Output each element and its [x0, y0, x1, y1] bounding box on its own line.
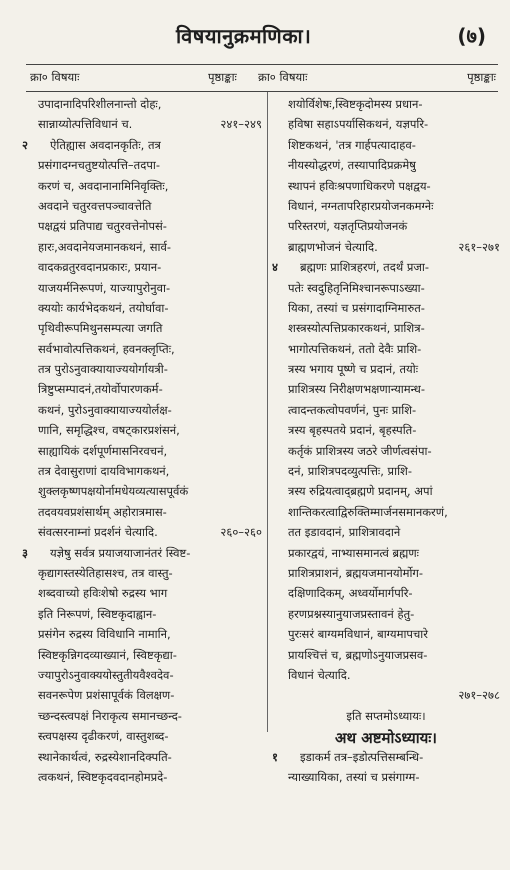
- entry-text: ब्रह्मणः प्राशित्रहरणं, तदर्थं प्रजा-: [300, 260, 430, 275]
- entry-line: [272, 645, 500, 665]
- entry-line: [22, 665, 262, 685]
- entry-number: १: [272, 749, 278, 764]
- entry-text: क्ययोः कार्यभेदकथनं, तयोर्घावा-: [38, 300, 169, 315]
- entry-line: [272, 502, 500, 522]
- entry-text: त्वादन्तकत्वोपवर्णनं, पुनः प्राशि-: [288, 402, 417, 417]
- entry-text: तदवयवप्रशंसार्थम् अहोरात्रमास-: [38, 504, 167, 519]
- entry-line: [22, 400, 262, 420]
- entry-text: याजयर्मनिरूपणं, याज्यापुरोनुवा-: [38, 280, 171, 295]
- entry-text: कृद्यागस्तस्येतिहासश्च, तत्र वास्तु-: [38, 565, 173, 580]
- entry-text: सर्वभावोत्पत्तिकथनं, हवनक्लृप्तिः,: [38, 341, 175, 356]
- entry-line: [22, 441, 262, 461]
- entry-line: [272, 318, 500, 338]
- entry-line: [22, 237, 262, 257]
- entry-line: [272, 624, 500, 644]
- entry-line: [22, 461, 262, 481]
- entry-line: [22, 706, 262, 726]
- right-page-heading: पृष्ठाङ्काः: [467, 70, 496, 84]
- entry-line: [22, 176, 262, 196]
- entry-line: [272, 176, 500, 196]
- page-range: २६१–२७१: [458, 239, 500, 254]
- entry-line: [22, 257, 262, 277]
- entry-text: शान्तिकरत्वाद्विरुक्तिम्मार्जनसमानकरणं,: [288, 504, 448, 519]
- entry-line: [272, 339, 500, 359]
- entry-text: ऐतिह्यास अवदानकृतिः, तत्र: [50, 137, 161, 152]
- page-range: २४१–२४९: [220, 117, 262, 132]
- entry-text: त्रस्य बृहस्पतये प्रदानं, बृहस्पति-: [288, 423, 417, 438]
- header-rule-bottom: [26, 91, 498, 92]
- entry-text: पतेः स्वदुहितृनिमिश्चानरूपाऽख्या-: [288, 280, 425, 295]
- entry-line: [272, 298, 500, 318]
- entry-line: [22, 379, 262, 399]
- entry-text: तत्र देवासुराणां दायविभागकथनं,: [38, 464, 170, 479]
- entry-text: ज्यापुरोऽनुवाक्ययोस्तुतीयवैश्वदेव-: [38, 667, 174, 682]
- right-column: [272, 94, 500, 787]
- entry-text: इडाकर्म तत्र–इडोत्पत्तिसम्बन्धि-: [300, 749, 424, 764]
- entry-line: [22, 135, 262, 155]
- entry-text: शयोर्विशेषः,स्विष्टकृदोमस्य प्रधान-: [288, 97, 423, 111]
- entry-line: [272, 583, 500, 603]
- entry-line: [22, 645, 262, 665]
- entry-text: तत इडावदानं, प्राशित्रावदाने: [288, 525, 401, 540]
- entry-text: प्रसंगेन रुद्रस्य विविधानि नामानि,: [38, 627, 171, 642]
- entry-text: स्त्वपक्षस्य दृढीकरणं, वास्तुशब्द-: [38, 729, 169, 744]
- entry-number: ३: [22, 545, 28, 560]
- entry-line: [22, 216, 262, 236]
- entry-line: [272, 135, 500, 155]
- entry-text: च्छन्दस्त्वपक्षं निराकृत्य समानच्छन्द-: [38, 708, 182, 723]
- entry-text: त्वकथनं, स्विष्टकृदवदानहोमप्रदे-: [38, 769, 168, 784]
- chapter-end-note: इति सप्तमोऽध्यायः।: [346, 708, 426, 723]
- entry-text: [272, 688, 288, 702]
- entry-text: णानि, समृद्धिश्च, वषट्कारप्रशंसनं,: [38, 423, 180, 438]
- entry-line: [272, 278, 500, 298]
- entry-line: [272, 563, 500, 583]
- entry-line: [272, 257, 500, 277]
- page-header: [0, 22, 510, 58]
- page-number: (७): [457, 24, 486, 48]
- entry-text: ब्राह्मणभोजनं चेत्यादि.: [288, 239, 378, 254]
- entry-text: प्रायश्चित्तं च, ब्रह्मणोऽनुयाजप्रसव-: [288, 647, 428, 662]
- entry-text: पुरःसरं बाग्यमविधानं, बाग्यमापचारे: [288, 627, 428, 642]
- entry-line: [272, 665, 500, 685]
- entry-line: [272, 379, 500, 399]
- entry-line: [22, 278, 262, 298]
- chapter-heading: अथ अष्टमोऽध्यायः।: [335, 729, 437, 748]
- entry-text: संवत्सरनाम्नां प्रदर्शनं चेत्यादि.: [38, 525, 158, 540]
- page-title: विषयानुक्रमणिका।: [176, 24, 312, 48]
- entry-text: तत्र पुरोऽनुवाक्यायाज्ययोर्गायत्री-: [38, 362, 168, 377]
- entry-number: २: [22, 137, 28, 152]
- entry-line: [272, 94, 500, 114]
- entry-text: स्विष्टकृन्निगदव्याख्यानं, स्विष्टकृद्या-: [38, 647, 177, 662]
- entry-text: उपादानादिपरिशीलनान्तो दोहः,: [38, 97, 162, 111]
- entry-text: पक्षद्वयं प्रतिपाद्य चतुरवत्तेनोपसं-: [38, 219, 167, 234]
- entry-line: [272, 747, 500, 767]
- entry-line: [22, 604, 262, 624]
- entry-line: [272, 216, 500, 236]
- entry-text: विधानं चेत्यादि.: [288, 667, 351, 682]
- entry-text: प्राशित्रप्राशनं, ब्रह्मयजमानयोर्मोग-: [288, 565, 424, 580]
- entry-text: पृथिवीरूपमिथुनसम्पत्या जगति: [38, 321, 163, 336]
- entry-text: करणं च, अवदानानामिनिवृक्तिः,: [38, 178, 169, 193]
- entry-line: [22, 420, 262, 440]
- entry-line: [272, 767, 500, 787]
- entry-line: [22, 481, 262, 501]
- left-number-subject-heading: क्रा० विषयाः: [30, 70, 80, 84]
- entry-text: त्रस्य भगाय पूष्णे च प्रदानं, तयोः: [288, 362, 419, 377]
- entry-line: [272, 604, 500, 624]
- entry-text: दक्षिणादिकम्, अध्वर्योमार्गपरि-: [288, 586, 413, 601]
- right-number-subject-heading: क्रा० विषयाः: [258, 70, 308, 84]
- entry-text: भागोत्पत्तिकथनं, ततो देवैः प्राशि-: [288, 341, 422, 356]
- entry-line: [272, 441, 500, 461]
- entry-line: [272, 420, 500, 440]
- left-column: [22, 94, 262, 787]
- entry-line: [22, 747, 262, 767]
- entry-text: स्थानेकार्थत्वं, रुद्रस्येशानदिक्पति-: [38, 749, 172, 764]
- entry-text: शब्दवाच्यो हविःशेषो रुद्रस्य भाग: [38, 586, 168, 601]
- entry-line: [22, 359, 262, 379]
- column-divider: [267, 92, 268, 732]
- page-range: २६०–२६०: [220, 525, 262, 540]
- entry-text: यज्ञेषु सर्वत्र प्रयाजयाजानंतरं स्विष्ट-: [50, 545, 191, 560]
- entry-line: [22, 298, 262, 318]
- page-range: २७१–२७८: [458, 688, 500, 703]
- entry-line: [272, 114, 500, 134]
- entry-text: स्थापनं हविःश्रपणाधिकरणे पक्षद्वय-: [288, 178, 431, 193]
- left-page-heading: पृष्ठाङ्काः: [208, 70, 237, 84]
- entry-line: [22, 155, 262, 175]
- entry-text: कर्तृकं प्राशित्रस्य जठरे जीर्णत्वसंपा-: [288, 443, 432, 458]
- entry-line: [272, 400, 500, 420]
- entry-line: [22, 114, 262, 134]
- entry-text: परिस्तरणं, यज्ञतृप्तिप्रयोजनकं: [288, 219, 408, 234]
- entry-line: [22, 726, 262, 746]
- entry-line: [272, 481, 500, 501]
- entry-line: [22, 685, 262, 705]
- entry-text: शस्त्रस्योत्पत्तिप्रकारकथनं, प्राशित्र-: [288, 321, 425, 336]
- entry-line: [22, 563, 262, 583]
- entry-line: [272, 359, 500, 379]
- entry-line: [272, 685, 500, 705]
- entry-text: प्रसंगादग्नचतुष्टयोत्पत्ति–तदपा-: [38, 158, 161, 173]
- entry-line: [272, 461, 500, 481]
- entry-line: [22, 94, 262, 114]
- entry-text: हारः,अवदानेयजमानकथनं, सार्व-: [38, 239, 172, 254]
- entry-text: नीयस्योद्धरणं, तस्यापादिप्रक्रमेषु: [288, 158, 416, 173]
- entry-line: [22, 339, 262, 359]
- entry-text: साह्यायिकं दर्शपूर्णमासनिरवचनं,: [38, 443, 168, 458]
- entry-text: हरणप्रश्नस्यानुयाजप्रस्तावनं हेतु-: [288, 606, 415, 621]
- entry-text: कथनं, पुरोऽनुवाक्यायाज्ययोर्लक्ष-: [38, 402, 172, 417]
- entry-text: न्याख्यायिका, तस्यां च प्रसंगाग्म-: [288, 769, 420, 784]
- entry-line: [272, 543, 500, 563]
- entry-number: ४: [272, 260, 278, 275]
- entry-text: यिका, तस्यां च प्रसंगादाग्निमारुत-: [288, 300, 425, 315]
- entry-text: दनं, प्राशित्रपदव्युत्पत्तिः, प्राशि-: [288, 464, 413, 479]
- entry-line: [272, 155, 500, 175]
- entry-line: [22, 196, 262, 216]
- entry-text: प्राशित्रस्य निरीक्षणभक्षणान्यामन्ध-: [288, 382, 426, 397]
- column-header: [26, 68, 496, 90]
- entry-text: शिष्टकथनं, 'तत्र गार्हपत्यादाहव-: [288, 137, 416, 152]
- entry-line: [22, 767, 262, 787]
- entry-text: त्रस्य रुद्रियत्वाद्ब्रह्मणे प्रदानम्, अपां: [288, 484, 433, 499]
- entry-text: शुक्लकृष्णपक्षयोर्नामधेयव्यत्यासपूर्वकं: [38, 484, 189, 499]
- entry-text: सान्नाय्योत्पत्तिविधानं च.: [38, 117, 133, 132]
- entry-text: इति निरूपणं, स्विष्टकृदाह्वान-: [38, 606, 157, 621]
- entry-line: [22, 543, 262, 563]
- entry-text: विधानं, नग्नतापरिहारप्रयोजनकमग्नेः: [288, 198, 434, 213]
- entry-text: हविषा सहाऽपर्यासिकथनं, यज्ञपरि-: [288, 117, 429, 132]
- entry-text: प्रकारद्वयं, नाभ्यासमानत्वं ब्रह्मणः: [288, 545, 419, 560]
- entry-line: [272, 196, 500, 216]
- entry-line: [22, 502, 262, 522]
- entry-text: वादकव्रतुरवदानप्रकारः, प्रयान-: [38, 260, 162, 275]
- entry-line: [272, 522, 500, 542]
- entry-line: [22, 624, 262, 644]
- entry-text: सवनरूपेण प्रशंसापूर्वकं विलक्षण-: [38, 688, 175, 703]
- entry-text: त्रिष्टुप्सम्पादनं,तयोर्वोपारणकर्म-: [38, 382, 163, 397]
- header-rule-top: [26, 64, 498, 65]
- entry-line: [22, 318, 262, 338]
- entry-line: [22, 522, 262, 542]
- entry-line: [272, 237, 500, 257]
- entry-text: अवदाने चतुरवत्तपञ्चावत्तेति: [38, 198, 152, 213]
- entry-line: [22, 583, 262, 603]
